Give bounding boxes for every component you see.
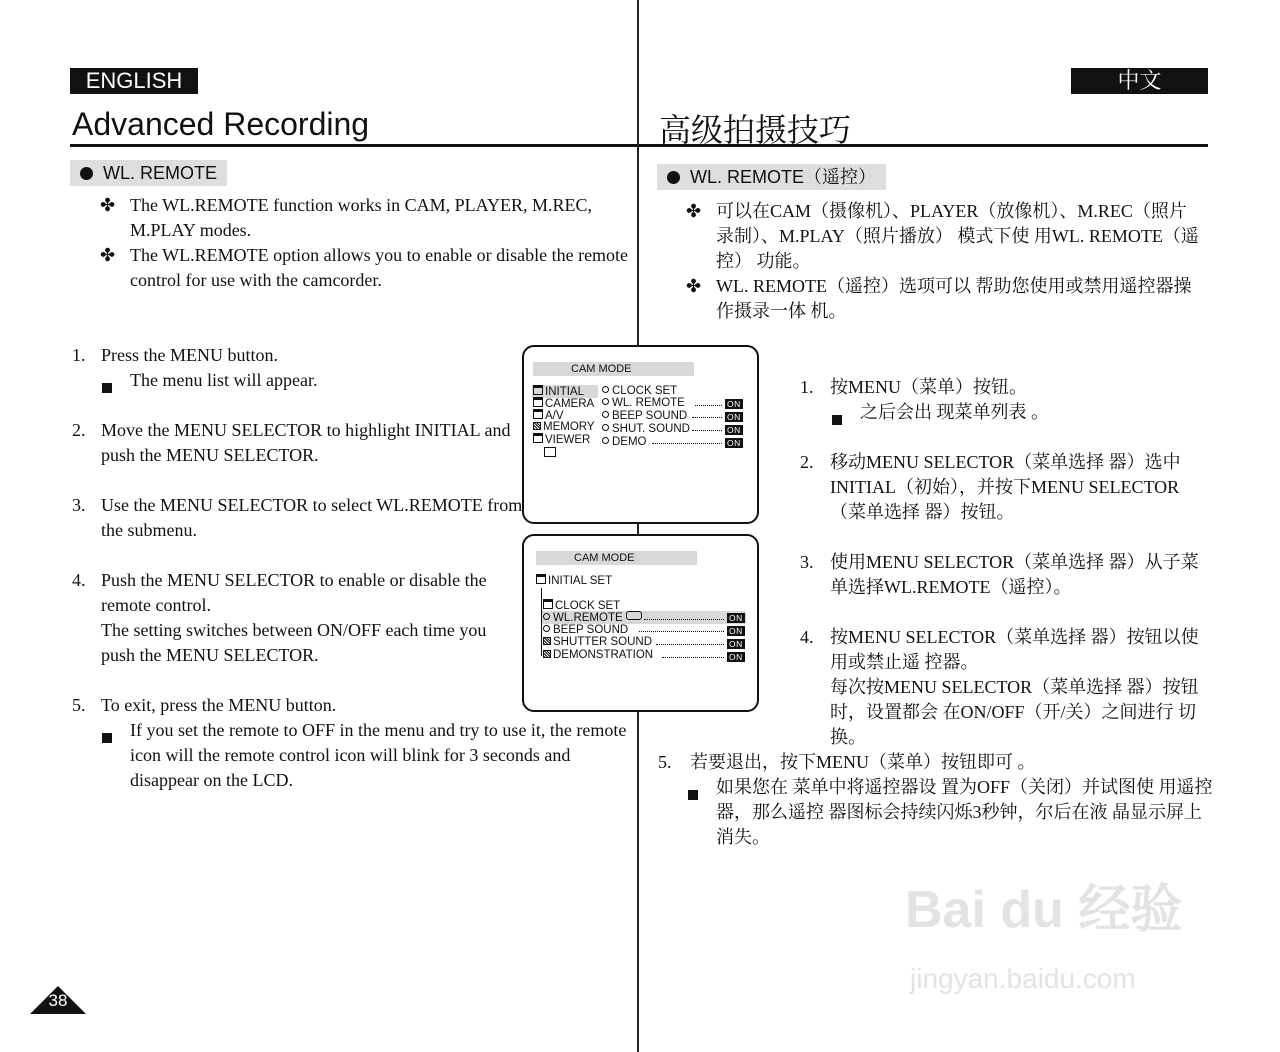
step-text-cn: 按MENU SELECTOR（菜单选择 器）按钮以使 用或禁止遥 控器。 xyxy=(830,627,1199,672)
dot-leader xyxy=(639,631,724,632)
dot-leader xyxy=(695,405,722,406)
step-number: 3. xyxy=(72,495,86,515)
remote-icon xyxy=(626,611,642,620)
menu-item-viewer: VIEWER xyxy=(533,433,590,447)
submenu-item-clock-set: CLOCK SET xyxy=(602,385,677,398)
square-bullet-icon xyxy=(102,733,112,743)
step-text-continued: The setting switches between ON/OFF each time you push the MENU SELECTOR. xyxy=(101,620,487,665)
menu-item-initial: INITIAL xyxy=(533,385,584,399)
memory-icon xyxy=(533,422,541,430)
circle-bullet-icon xyxy=(543,613,550,620)
value-badge: ON xyxy=(727,399,741,409)
menu-header: CAM MODE xyxy=(536,551,697,565)
step-text: Press the MENU button. xyxy=(101,345,278,365)
page-number: 38 xyxy=(48,991,68,1010)
cross-bullet-icon: ✤ xyxy=(100,195,116,215)
step-number: 5. xyxy=(658,752,672,772)
menu-item-camera: CAMERA xyxy=(533,397,594,411)
step-number: 4. xyxy=(800,627,814,647)
step-text: Move the MENU SELECTOR to highlight INITIAL and push the MENU SELECTOR. xyxy=(101,420,511,465)
submenu-item-demonstration: DEMONSTRATION xyxy=(543,649,653,662)
menu-icon xyxy=(544,447,556,457)
cross-bullet-icon: ✤ xyxy=(100,245,116,265)
submenu-item-wl-remote: WL.REMOTE xyxy=(543,611,642,625)
language-tag-chinese: 中文 xyxy=(1071,68,1208,94)
value-badge: ON xyxy=(729,613,743,623)
step-subnote: The menu list will appear. xyxy=(130,368,520,393)
circle-bullet-icon xyxy=(543,625,550,632)
dot-leader xyxy=(644,619,724,620)
menu-parent-initial-set: INITIAL SET xyxy=(536,574,612,588)
bullet-item-cn: ✤ 可以在CAM（摄像机）、PLAYER（放像机）、M.REC（照片录制）、M.PLAY（照片播放） 模式下使 用WL. REMOTE（遥控） 功能。 xyxy=(686,201,1199,271)
section-label-wl-remote: WL. REMOTE xyxy=(70,160,227,186)
circle-bullet-icon xyxy=(602,437,609,444)
folder-icon xyxy=(533,433,543,443)
bullet-item: ✤ The WL.REMOTE function works in CAM, PLAYER, M.REC, M.PLAY modes. xyxy=(100,195,592,240)
step-subnote-cn: 之后会出 现菜单列表 。 xyxy=(860,400,1210,425)
page-title-chinese: 高级拍摄技巧 xyxy=(659,111,852,149)
menu-header: CAM MODE xyxy=(533,362,694,376)
value-badge: ON xyxy=(727,425,741,435)
folder-icon xyxy=(533,397,543,407)
step-text-cn: 使用MENU SELECTOR（菜单选择 器）从子菜单选择WL.REMOTE（遥控）。 xyxy=(830,552,1199,597)
submenu-item-shutter-sound: SHUTTER SOUND xyxy=(543,636,652,649)
step-number: 4. xyxy=(72,570,86,590)
menu-item-memory: MEMORY xyxy=(533,421,595,434)
circle-bullet-icon xyxy=(602,386,609,393)
baidu-watermark-logo: Bai du 经验 xyxy=(905,881,1183,939)
folder-icon xyxy=(533,385,543,395)
square-bullet-icon xyxy=(102,383,112,393)
bullet-item: ✤ The WL.REMOTE option allows you to enable or disable the remote control for use with the camcorder. xyxy=(100,245,629,290)
step-number: 3. xyxy=(800,552,814,572)
square-bullet-icon xyxy=(688,790,698,800)
step-number: 5. xyxy=(72,695,86,715)
step-number: 2. xyxy=(72,420,86,440)
shutter-icon xyxy=(543,637,551,645)
dot-leader xyxy=(692,430,722,431)
step-text-cn: 若要退出，按下MENU（菜单）按钮即可 。 xyxy=(690,752,1036,772)
cross-bullet-icon: ✤ xyxy=(686,201,702,221)
baidu-watermark-url: jingyan.baidu.com xyxy=(910,963,1136,994)
step-text-cn: 按MENU（菜单）按钮。 xyxy=(830,377,1027,397)
dot-leader xyxy=(692,417,722,418)
step-text: To exit, press the MENU button. xyxy=(101,695,337,715)
folder-icon xyxy=(543,599,553,609)
submenu-item-beep-sound: BEEP SOUND xyxy=(602,410,687,423)
menu-item-av: A/V xyxy=(533,409,564,423)
submenu-item-clock-set: CLOCK SET xyxy=(543,599,620,613)
step-subnote-cn: 如果您在 菜单中将遥控器设 置为OFF（关闭）并试图使 用遥控器，那么遥控 器图标会持续闪烁3秒钟，尔后在液 晶显示屏上消失。 xyxy=(716,775,1216,850)
dot-leader xyxy=(656,644,724,645)
step-number: 1. xyxy=(72,345,86,365)
square-bullet-icon xyxy=(832,415,842,425)
folder-icon xyxy=(533,409,543,419)
cross-bullet-icon: ✤ xyxy=(686,276,702,296)
step-text-continued-cn: 每次按MENU SELECTOR（菜单选择 器）按钮时，设置都会 在ON/OFF（开/关）之间进行 切换。 xyxy=(830,677,1199,747)
submenu-item-shut-sound: SHUT. SOUND xyxy=(602,423,690,436)
menu-screen-1 xyxy=(522,345,759,524)
bullet-item-cn: ✤ WL. REMOTE（遥控）选项可以 帮助您使用或禁用遥控器操作摄录一体 机。 xyxy=(686,276,1192,321)
step-number: 2. xyxy=(800,452,814,472)
submenu-item-beep-sound: BEEP SOUND xyxy=(543,624,628,637)
circle-bullet-icon xyxy=(602,398,609,405)
step-number: 1. xyxy=(800,377,814,397)
demo-icon xyxy=(543,650,551,658)
submenu-item-wl-remote: WL. REMOTE xyxy=(602,397,685,410)
step-text: Push the MENU SELECTOR to enable or disable the remote control. xyxy=(101,570,487,615)
step-text: Use the MENU SELECTOR to select WL.REMOTE from the submenu. xyxy=(101,495,523,540)
section-label-wl-remote-cn: WL. REMOTE（遥控） xyxy=(657,164,886,190)
menu-screen-2 xyxy=(522,534,759,712)
circle-bullet-icon xyxy=(602,411,609,418)
title-rule-left xyxy=(70,144,637,147)
page-divider xyxy=(637,0,639,1052)
bullet-dot-icon xyxy=(80,167,93,180)
submenu-item-demo: DEMO xyxy=(602,436,647,449)
step-text-cn: 移动MENU SELECTOR（菜单选择 器）选中INITIAL（初始），并按下MENU SELECTOR（菜单选择 器）按钮。 xyxy=(830,452,1181,522)
value-badge: ON xyxy=(729,626,743,636)
folder-icon xyxy=(536,574,546,584)
language-tag-english: ENGLISH xyxy=(70,68,198,94)
dot-leader xyxy=(652,443,722,444)
value-badge: ON xyxy=(727,412,741,422)
page-title-english: Advanced Recording xyxy=(72,106,370,142)
value-badge: ON xyxy=(729,652,743,662)
value-badge: ON xyxy=(727,438,741,448)
circle-bullet-icon xyxy=(602,424,609,431)
value-badge: ON xyxy=(729,639,743,649)
bullet-dot-icon xyxy=(667,171,680,184)
dot-leader xyxy=(662,657,724,658)
step-subnote: If you set the remote to OFF in the menu and try to use it, the remote icon will the remote control icon will blink for 3 seconds and disappear on the LCD. xyxy=(130,718,630,793)
